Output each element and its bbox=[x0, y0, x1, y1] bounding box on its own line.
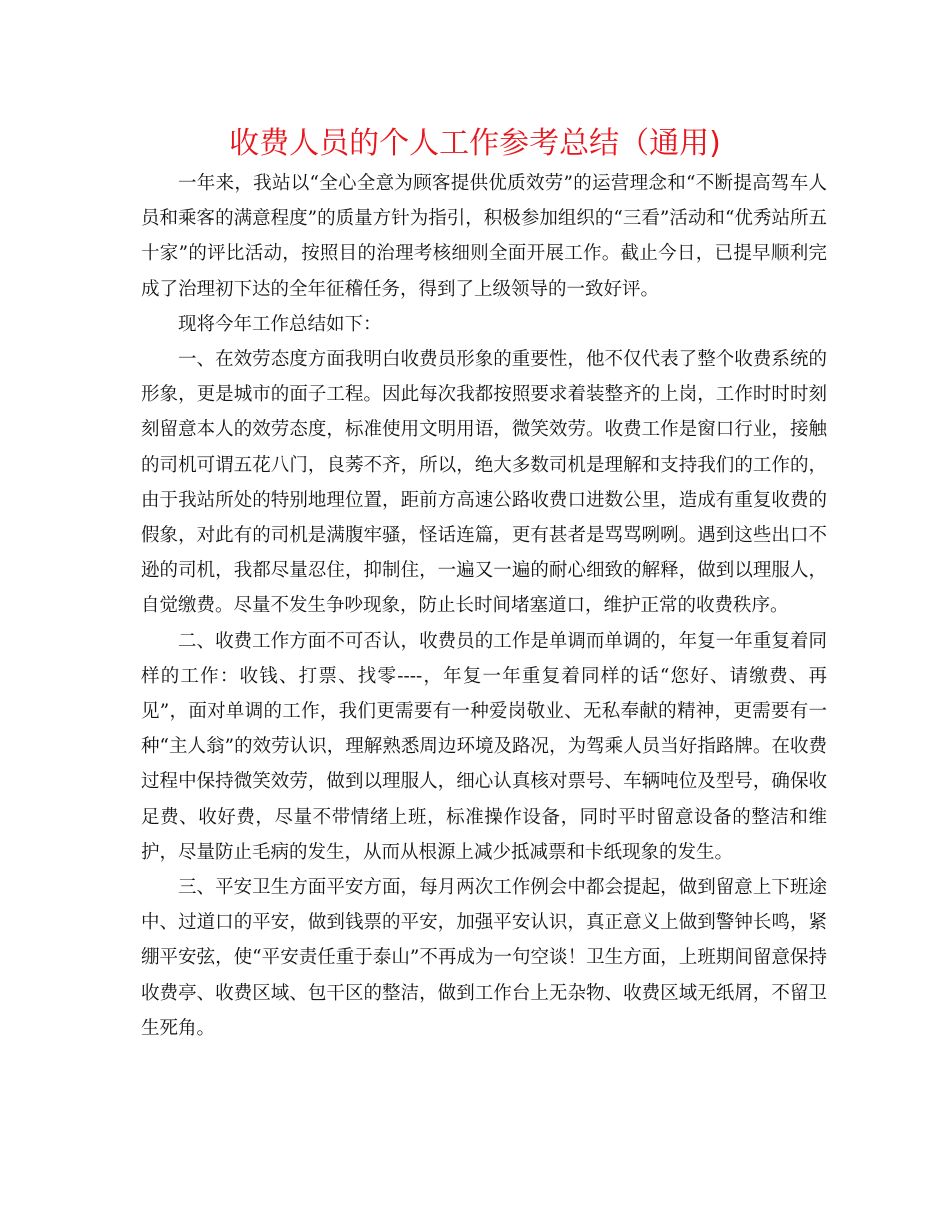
paragraph-service-attitude: 一、在效劳态度方面我明白收费员形象的重要性，他不仅代表了整个收费系统的形象，更是城市的面子工程。因此每次我都按照要求着装整齐的上岗，工作时时时刻刻留意本人的效劳态度，标准使用文明用语，微笑效劳。收费工作是窗口行业，接触的司机可谓五花八门，良莠不齐，所以，绝大多数司机是理解和支持我们的工作的，由于我站所处的特别地理位置，距前方高速公路收费口进数公里，造成有重复收费的假象，对此有的司机是满腹牢骚，怪话连篇，更有甚者是骂骂咧咧。遇到这些出口不逊的司机，我都尽量忍住，抑制住，一遍又一遍的耐心细致的解释，做到以理服人，自觉缴费。尽量不发生争吵现象，防止长时间堵塞道口，维护正常的收费秩序。 bbox=[141, 349, 827, 617]
paragraph-intro: 一年来，我站以“全心全意为顾客提供优质效劳”的运营理念和“不断提高驾车人员和乘客的满意程度”的质量方针为指引，积极参加组织的“三看”活动和“优秀站所五十家”的评比活动，按照目的治理考核细则全面开展工作。截止今日，已提早顺利完成了治理初下达的全年征稽任务，得到了上级领导的一致好评。 bbox=[141, 173, 827, 300]
paragraph-safety-hygiene: 三、平安卫生方面平安方面，每月两次工作例会中都会提起，做到留意上下班途中、过道口的平安，做到钱票的平安，加强平安认识，真正意义上做到警钟长鸣，紧绷平安弦，使“平安责任重于泰山”不再成为一句空谈！卫生方面，上班期间留意保持收费亭、收费区域、包干区的整洁，做到工作台上无杂物、收费区域无纸屑，不留卫生死角。 bbox=[141, 877, 827, 1039]
paragraph-toll-work: 二、收费工作方面不可否认，收费员的工作是单调而单调的，年复一年重复着同样的工作：收钱、打票、找零----，年复一年重复着同样的话“您好、请缴费、再见”，面对单调的工作，我们更需要有一种爱岗敬业、无私奉献的精神，更需要有一种“主人翁”的效劳认识，理解熟悉周边环境及路况，为驾乘人员当好指路牌。在收费过程中保持微笑效劳，做到以理服人，细心认真核对票号、车辆吨位及型号，确保收足费、收好费，尽量不带情绪上班，标准操作设备，同时平时留意设备的整洁和维护，尽量防止毛病的发生，从而从根源上减少抵减票和卡纸现象的发生。 bbox=[141, 630, 827, 863]
document-title: 收费人员的个人工作参考总结（通用) bbox=[229, 126, 721, 161]
document-body bbox=[141, 166, 827, 1046]
paragraph-summary-lead: 现将今年工作总结如下： bbox=[178, 313, 382, 335]
